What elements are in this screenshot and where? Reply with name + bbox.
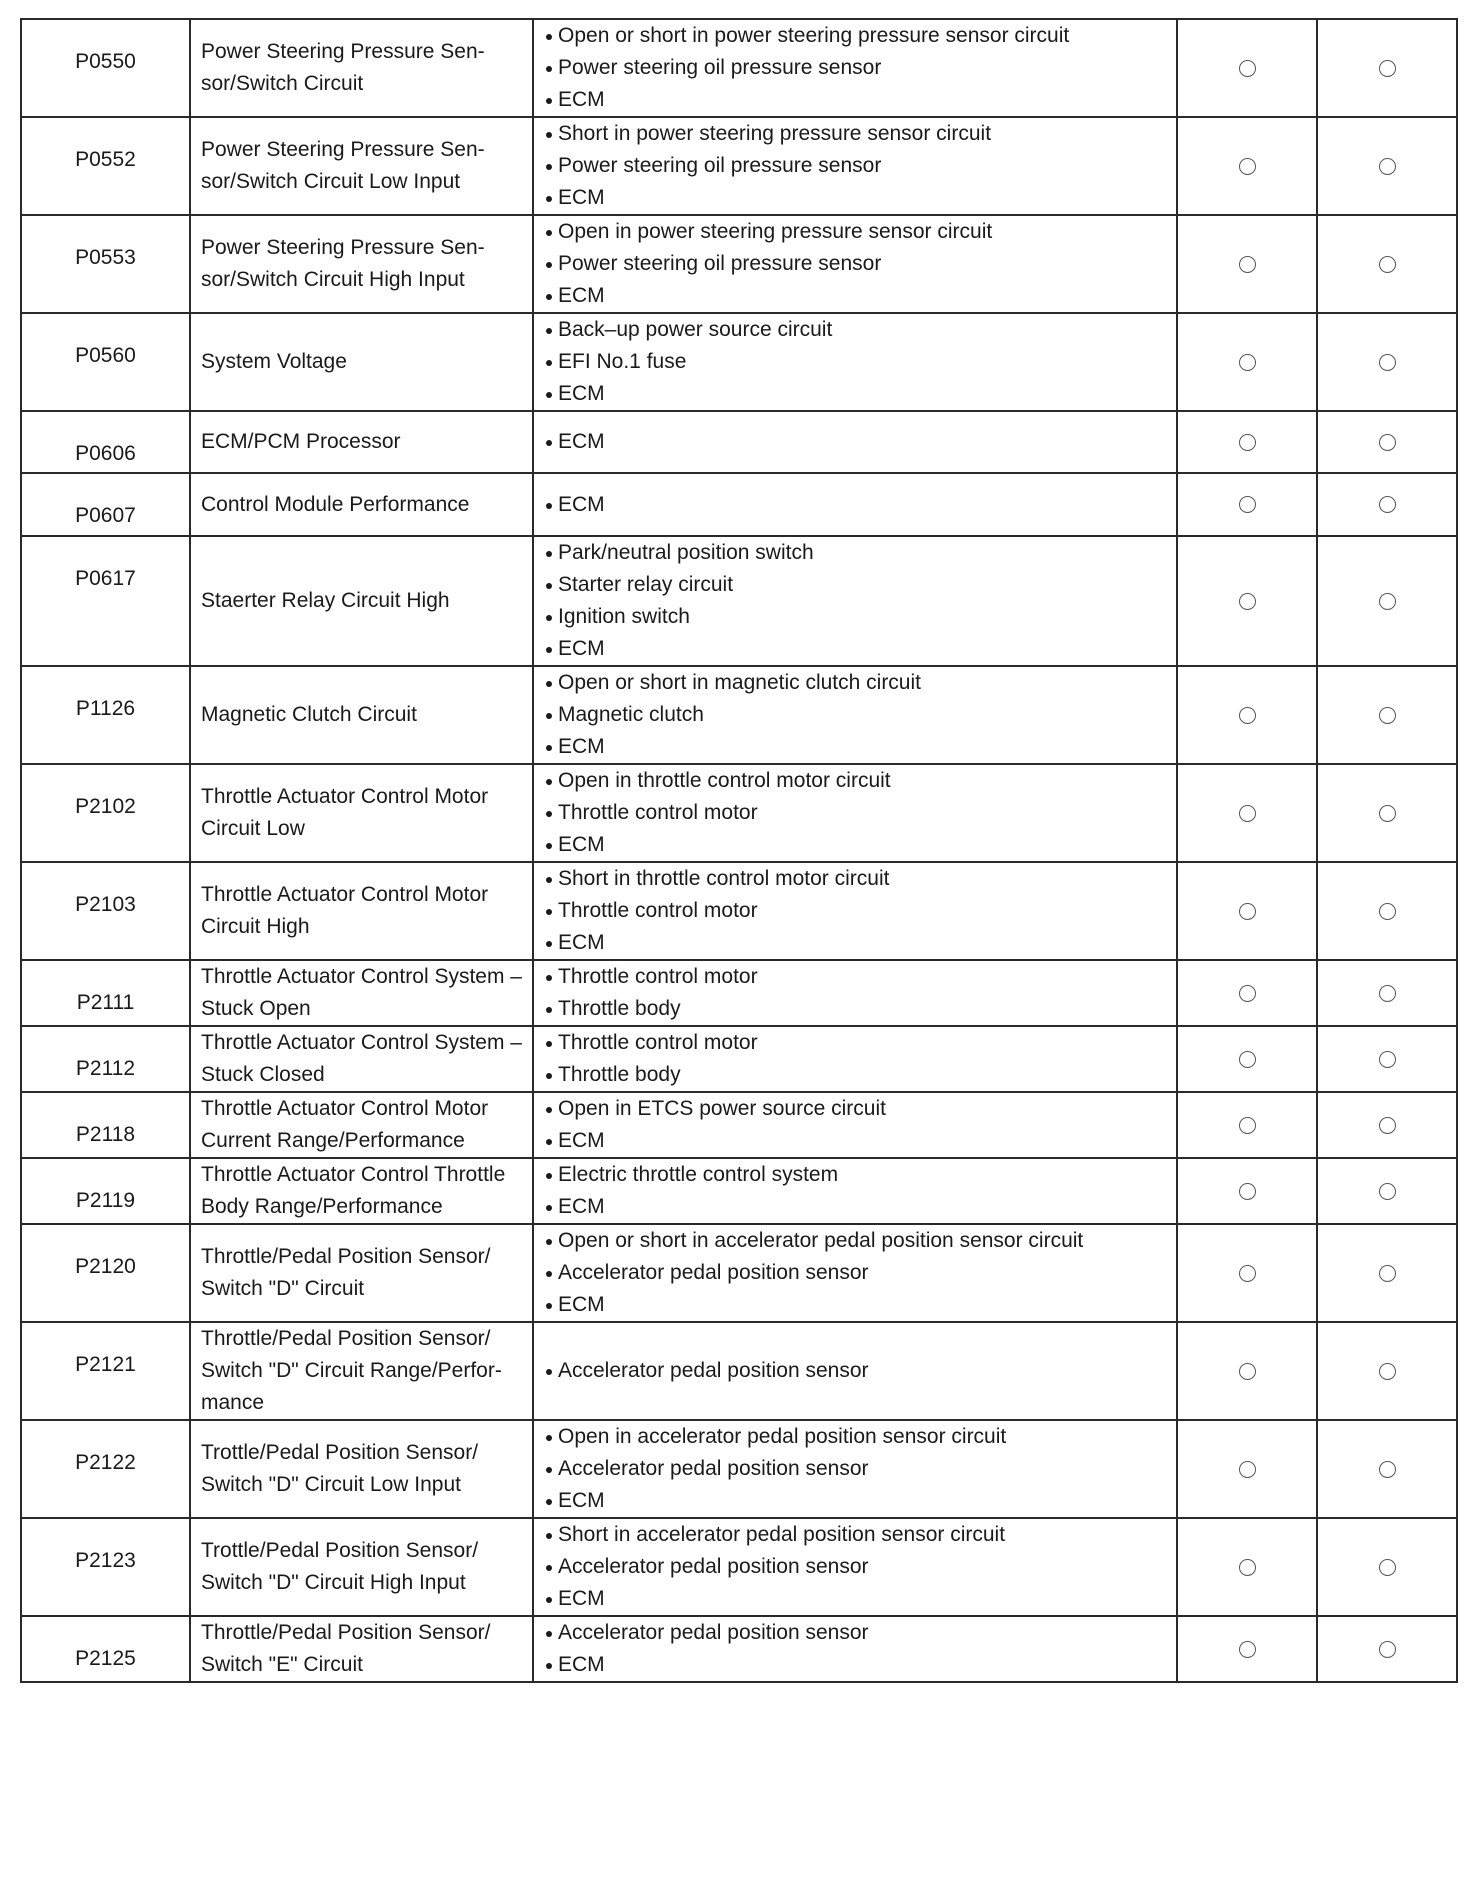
circle-mark-icon [1379, 805, 1396, 822]
dtc-code: P0607 [21, 473, 190, 536]
mil-indicator-cell [1177, 19, 1317, 117]
memory-indicator-cell [1317, 1092, 1457, 1158]
trouble-area-item: Starter relay circuit [544, 569, 1170, 601]
trouble-area-item: Throttle control motor [544, 797, 1170, 829]
mil-indicator-cell [1177, 313, 1317, 411]
memory-indicator-cell [1317, 536, 1457, 666]
circle-mark-icon [1239, 60, 1256, 77]
circle-mark-icon [1379, 1641, 1396, 1658]
memory-indicator-cell [1317, 666, 1457, 764]
trouble-area-item: Power steering oil pressure sensor [544, 248, 1170, 280]
trouble-area-list [544, 765, 1170, 861]
table-row [21, 117, 1457, 215]
circle-mark-icon [1379, 1265, 1396, 1282]
mil-indicator-cell [1177, 1420, 1317, 1518]
circle-mark-icon [1239, 1641, 1256, 1658]
dtc-table [20, 18, 1458, 1683]
dtc-code: P2125 [21, 1616, 190, 1682]
trouble-area-item: Accelerator pedal position sensor [544, 1617, 1170, 1649]
trouble-area-item: Accelerator pedal position sensor [544, 1257, 1170, 1289]
trouble-area-list [544, 1519, 1170, 1615]
trouble-area [533, 1420, 1177, 1518]
dtc-code: P2103 [21, 862, 190, 960]
table-row [21, 1026, 1457, 1092]
trouble-area-item: Open in throttle control motor circuit [544, 765, 1170, 797]
trouble-area [533, 536, 1177, 666]
dtc-code: P2112 [21, 1026, 190, 1092]
circle-mark-icon [1379, 1051, 1396, 1068]
trouble-area-item: Open in power steering pressure sensor circuit [544, 216, 1170, 248]
detection-item: Throttle Actuator Control Throttle Body Range/Performance [190, 1158, 533, 1224]
trouble-area [533, 1092, 1177, 1158]
trouble-area-list [544, 1225, 1170, 1321]
trouble-area-item: Power steering oil pressure sensor [544, 52, 1170, 84]
circle-mark-icon [1379, 1461, 1396, 1478]
trouble-area [533, 960, 1177, 1026]
trouble-area-item: Accelerator pedal position sensor [544, 1551, 1170, 1583]
circle-mark-icon [1379, 1183, 1396, 1200]
trouble-area [533, 473, 1177, 536]
trouble-area [533, 19, 1177, 117]
detection-item: Throttle Actuator Control Motor Circuit High [190, 862, 533, 960]
detection-item: Staerter Relay Circuit High [190, 536, 533, 666]
memory-indicator-cell [1317, 1518, 1457, 1616]
dtc-code: P2102 [21, 764, 190, 862]
trouble-area-item: Back–up power source circuit [544, 314, 1170, 346]
table-row [21, 666, 1457, 764]
trouble-area-list [544, 667, 1170, 763]
trouble-area-list [544, 314, 1170, 410]
circle-mark-icon [1379, 60, 1396, 77]
circle-mark-icon [1239, 707, 1256, 724]
detection-item: Power Steering Pressure Sen-sor/Switch Circuit [190, 19, 533, 117]
dtc-code: P2122 [21, 1420, 190, 1518]
circle-mark-icon [1239, 1117, 1256, 1134]
memory-indicator-cell [1317, 1158, 1457, 1224]
trouble-area-item: Open or short in accelerator pedal position sensor circuit [544, 1225, 1170, 1257]
circle-mark-icon [1239, 434, 1256, 451]
trouble-area-list [544, 1421, 1170, 1517]
trouble-area-list [544, 489, 1170, 521]
trouble-area-item: Throttle control motor [544, 1027, 1170, 1059]
trouble-area [533, 1158, 1177, 1224]
circle-mark-icon [1379, 1363, 1396, 1380]
trouble-area-item: ECM [544, 927, 1170, 959]
trouble-area-item: Open in ETCS power source circuit [544, 1093, 1170, 1125]
trouble-area-item: Throttle body [544, 993, 1170, 1025]
trouble-area-item: Accelerator pedal position sensor [544, 1355, 1170, 1387]
detection-item: Throttle/Pedal Position Sensor/ Switch "D" Circuit [190, 1224, 533, 1322]
dtc-code: P0606 [21, 411, 190, 473]
trouble-area [533, 1026, 1177, 1092]
mil-indicator-cell [1177, 411, 1317, 473]
trouble-area-item: Ignition switch [544, 601, 1170, 633]
dtc-code: P0550 [21, 19, 190, 117]
trouble-area-list [544, 118, 1170, 214]
dtc-code: P2119 [21, 1158, 190, 1224]
detection-item: Throttle Actuator Control Motor Current Range/Performance [190, 1092, 533, 1158]
trouble-area-item: ECM [544, 633, 1170, 665]
trouble-area-list [544, 216, 1170, 312]
trouble-area-item: ECM [544, 1289, 1170, 1321]
circle-mark-icon [1239, 256, 1256, 273]
circle-mark-icon [1379, 256, 1396, 273]
circle-mark-icon [1239, 1461, 1256, 1478]
detection-item: Trottle/Pedal Position Sensor/ Switch "D" Circuit High Input [190, 1518, 533, 1616]
detection-item: System Voltage [190, 313, 533, 411]
dtc-code: P2118 [21, 1092, 190, 1158]
memory-indicator-cell [1317, 1026, 1457, 1092]
trouble-area-list [544, 1093, 1170, 1157]
circle-mark-icon [1239, 158, 1256, 175]
detection-item: Throttle Actuator Control Motor Circuit Low [190, 764, 533, 862]
memory-indicator-cell [1317, 473, 1457, 536]
circle-mark-icon [1379, 434, 1396, 451]
circle-mark-icon [1379, 903, 1396, 920]
circle-mark-icon [1239, 985, 1256, 1002]
mil-indicator-cell [1177, 536, 1317, 666]
dtc-code: P2120 [21, 1224, 190, 1322]
table-row [21, 1158, 1457, 1224]
trouble-area-item: ECM [544, 731, 1170, 763]
memory-indicator-cell [1317, 1322, 1457, 1420]
trouble-area-item: ECM [544, 378, 1170, 410]
mil-indicator-cell [1177, 1026, 1317, 1092]
trouble-area-list [544, 426, 1170, 458]
memory-indicator-cell [1317, 1224, 1457, 1322]
trouble-area-item: ECM [544, 1485, 1170, 1517]
trouble-area-item: EFI No.1 fuse [544, 346, 1170, 378]
circle-mark-icon [1239, 1051, 1256, 1068]
table-row [21, 411, 1457, 473]
dtc-code: P0553 [21, 215, 190, 313]
table-row [21, 536, 1457, 666]
trouble-area-list [544, 1617, 1170, 1681]
table-row [21, 313, 1457, 411]
circle-mark-icon [1239, 496, 1256, 513]
trouble-area [533, 411, 1177, 473]
trouble-area [533, 1616, 1177, 1682]
dtc-table-body [21, 19, 1457, 1682]
circle-mark-icon [1239, 1265, 1256, 1282]
trouble-area [533, 215, 1177, 313]
memory-indicator-cell [1317, 764, 1457, 862]
table-row [21, 1420, 1457, 1518]
memory-indicator-cell [1317, 313, 1457, 411]
trouble-area-list [544, 1159, 1170, 1223]
circle-mark-icon [1379, 985, 1396, 1002]
circle-mark-icon [1379, 1559, 1396, 1576]
detection-item: Power Steering Pressure Sen-sor/Switch Circuit Low Input [190, 117, 533, 215]
trouble-area-item: Magnetic clutch [544, 699, 1170, 731]
dtc-code: P2123 [21, 1518, 190, 1616]
trouble-area-item: ECM [544, 1191, 1170, 1223]
detection-item: Throttle Actuator Control System – Stuck Open [190, 960, 533, 1026]
trouble-area [533, 117, 1177, 215]
table-row [21, 1224, 1457, 1322]
trouble-area-item: Throttle control motor [544, 961, 1170, 993]
table-row [21, 473, 1457, 536]
trouble-area-list [544, 1355, 1170, 1387]
table-row [21, 960, 1457, 1026]
circle-mark-icon [1379, 707, 1396, 724]
trouble-area-item: ECM [544, 1649, 1170, 1681]
trouble-area-list [544, 20, 1170, 116]
detection-item: Magnetic Clutch Circuit [190, 666, 533, 764]
trouble-area-list [544, 863, 1170, 959]
document-page [20, 18, 1456, 1886]
mil-indicator-cell [1177, 764, 1317, 862]
table-row [21, 1518, 1457, 1616]
mil-indicator-cell [1177, 666, 1317, 764]
memory-indicator-cell [1317, 19, 1457, 117]
memory-indicator-cell [1317, 411, 1457, 473]
detection-item: Control Module Performance [190, 473, 533, 536]
circle-mark-icon [1379, 593, 1396, 610]
dtc-code: P1126 [21, 666, 190, 764]
mil-indicator-cell [1177, 215, 1317, 313]
trouble-area [533, 313, 1177, 411]
detection-item: Power Steering Pressure Sen-sor/Switch Circuit High Input [190, 215, 533, 313]
trouble-area-item: Throttle control motor [544, 895, 1170, 927]
trouble-area-item: Short in throttle control motor circuit [544, 863, 1170, 895]
trouble-area-item: ECM [544, 280, 1170, 312]
dtc-code: P0617 [21, 536, 190, 666]
dtc-code: P2121 [21, 1322, 190, 1420]
trouble-area-item: Open in accelerator pedal position sensor circuit [544, 1421, 1170, 1453]
mil-indicator-cell [1177, 117, 1317, 215]
memory-indicator-cell [1317, 215, 1457, 313]
detection-item: Trottle/Pedal Position Sensor/ Switch "D" Circuit Low Input [190, 1420, 533, 1518]
mil-indicator-cell [1177, 1322, 1317, 1420]
memory-indicator-cell [1317, 960, 1457, 1026]
circle-mark-icon [1379, 354, 1396, 371]
dtc-code: P0560 [21, 313, 190, 411]
trouble-area-item: ECM [544, 182, 1170, 214]
trouble-area [533, 666, 1177, 764]
trouble-area-item: ECM [544, 1583, 1170, 1615]
mil-indicator-cell [1177, 473, 1317, 536]
detection-item: ECM/PCM Processor [190, 411, 533, 473]
trouble-area [533, 862, 1177, 960]
memory-indicator-cell [1317, 117, 1457, 215]
trouble-area [533, 1518, 1177, 1616]
trouble-area-item: ECM [544, 426, 1170, 458]
trouble-area [533, 1224, 1177, 1322]
mil-indicator-cell [1177, 1158, 1317, 1224]
memory-indicator-cell [1317, 1616, 1457, 1682]
mil-indicator-cell [1177, 1092, 1317, 1158]
table-row [21, 215, 1457, 313]
circle-mark-icon [1379, 1117, 1396, 1134]
trouble-area-list [544, 961, 1170, 1025]
circle-mark-icon [1239, 593, 1256, 610]
circle-mark-icon [1379, 158, 1396, 175]
dtc-code: P0552 [21, 117, 190, 215]
trouble-area-list [544, 537, 1170, 665]
circle-mark-icon [1379, 496, 1396, 513]
table-row [21, 1092, 1457, 1158]
trouble-area-item: Throttle body [544, 1059, 1170, 1091]
table-row [21, 764, 1457, 862]
circle-mark-icon [1239, 903, 1256, 920]
mil-indicator-cell [1177, 1518, 1317, 1616]
table-row [21, 1322, 1457, 1420]
mil-indicator-cell [1177, 862, 1317, 960]
trouble-area-item: ECM [544, 84, 1170, 116]
trouble-area-item: Open or short in magnetic clutch circuit [544, 667, 1170, 699]
detection-item: Throttle/Pedal Position Sensor/ Switch "D" Circuit Range/Perfor-mance [190, 1322, 533, 1420]
trouble-area-item: Accelerator pedal position sensor [544, 1453, 1170, 1485]
detection-item: Throttle Actuator Control System – Stuck Closed [190, 1026, 533, 1092]
circle-mark-icon [1239, 354, 1256, 371]
memory-indicator-cell [1317, 1420, 1457, 1518]
trouble-area [533, 1322, 1177, 1420]
trouble-area-item: Electric throttle control system [544, 1159, 1170, 1191]
table-row [21, 862, 1457, 960]
trouble-area [533, 764, 1177, 862]
table-row [21, 1616, 1457, 1682]
trouble-area-item: ECM [544, 1125, 1170, 1157]
circle-mark-icon [1239, 1363, 1256, 1380]
trouble-area-item: Short in accelerator pedal position sensor circuit [544, 1519, 1170, 1551]
trouble-area-item: ECM [544, 829, 1170, 861]
trouble-area-item: Open or short in power steering pressure sensor circuit [544, 20, 1170, 52]
trouble-area-item: ECM [544, 489, 1170, 521]
mil-indicator-cell [1177, 960, 1317, 1026]
trouble-area-item: Park/neutral position switch [544, 537, 1170, 569]
circle-mark-icon [1239, 1183, 1256, 1200]
detection-item: Throttle/Pedal Position Sensor/ Switch "E" Circuit [190, 1616, 533, 1682]
mil-indicator-cell [1177, 1616, 1317, 1682]
mil-indicator-cell [1177, 1224, 1317, 1322]
circle-mark-icon [1239, 805, 1256, 822]
trouble-area-item: Short in power steering pressure sensor circuit [544, 118, 1170, 150]
table-row [21, 19, 1457, 117]
dtc-code: P2111 [21, 960, 190, 1026]
circle-mark-icon [1239, 1559, 1256, 1576]
trouble-area-list [544, 1027, 1170, 1091]
trouble-area-item: Power steering oil pressure sensor [544, 150, 1170, 182]
memory-indicator-cell [1317, 862, 1457, 960]
